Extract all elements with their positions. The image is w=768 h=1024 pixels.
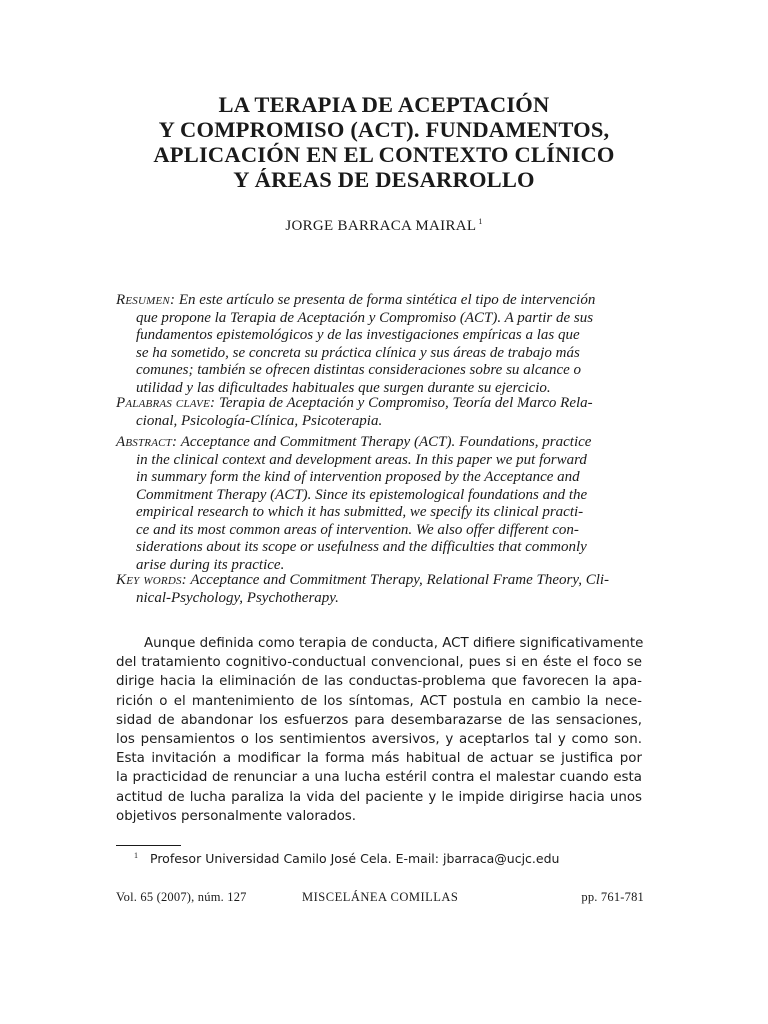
abstract-line: in summary form the kind of intervention proposed by the Acceptance and bbox=[136, 469, 580, 485]
footer-pages: pp. 761-781 bbox=[581, 890, 644, 904]
palabras-clave-paragraph bbox=[116, 395, 642, 430]
body-paragraph bbox=[116, 634, 642, 826]
abstract-line: siderations about its scope or usefulness and the difficulties that commonly bbox=[136, 539, 587, 555]
abstract-line: ce and its most common areas of intervention. We also offer different con- bbox=[136, 521, 579, 538]
resumen-paragraph bbox=[116, 292, 642, 397]
abstract-line: Commitment Therapy (ACT). Since its epistemological foundations and the bbox=[136, 486, 588, 503]
key-words-paragraph bbox=[116, 572, 642, 607]
abstract-line: in the clinical context and development areas. In this paper we put forward bbox=[136, 451, 587, 468]
body-line: la practicidad de renunciar a una lucha estéril contra el malestar cuando esta bbox=[116, 770, 642, 786]
resumen-label: Resumen: bbox=[116, 292, 176, 308]
abstract-label: Abstract: bbox=[116, 434, 178, 450]
footer-journal: MISCELÁNEA COMILLAS bbox=[302, 890, 459, 904]
author-name: JORGE BARRACA MAIRAL bbox=[285, 218, 477, 234]
footer-volume: Vol. 65 (2007), núm. 127 bbox=[116, 890, 247, 904]
footnote-divider bbox=[116, 845, 181, 846]
body-line: Aunque definida como terapia de conducta, ACT difiere significativamente bbox=[144, 636, 644, 651]
abstract-line: Acceptance and Commitment Therapy (ACT). Foundations, practice bbox=[180, 434, 592, 450]
author-line bbox=[100, 217, 668, 235]
author-footnote-mark: 1 bbox=[478, 217, 483, 226]
resumen-line: que propone la Terapia de Aceptación y Compromiso (ACT). A partir de sus bbox=[136, 309, 594, 326]
palabras-clave-label: Palabras clave: bbox=[116, 395, 216, 411]
title-line: APLICACIÓN EN EL CONTEXTO CLÍNICO bbox=[153, 142, 615, 167]
title-line: Y ÁREAS DE DESARROLLO bbox=[233, 167, 535, 192]
keywords-line: Acceptance and Commitment Therapy, Relational Frame Theory, Cli- bbox=[190, 572, 610, 588]
resumen-line: comunes; también se ofrecen distintas consideraciones sobre su alcance o bbox=[136, 362, 582, 378]
resumen-line: utilidad y las dificultades habituales que surgen durante su ejercicio. bbox=[136, 379, 551, 396]
body-line: del tratamiento cognitivo-conductual convencional, pues si en éste el foco se bbox=[116, 655, 642, 671]
resumen-line: En este artículo se presenta de forma sintética el tipo de intervención bbox=[178, 292, 596, 308]
body-line: actitud de lucha paraliza la vida del paciente y le impide dirigirse hacia unos bbox=[116, 789, 642, 805]
body-line: rición o el mantenimiento de los síntomas, ACT postula en cambio la nece- bbox=[116, 693, 642, 709]
body-line: objetivos personalmente valorados. bbox=[116, 808, 356, 824]
footnote-text: Profesor Universidad Camilo José Cela. E-mail: jbarraca@ucjc.edu bbox=[150, 851, 560, 867]
palabras-line: cional, Psicología-Clínica, Psicoterapia. bbox=[136, 412, 383, 429]
footnote bbox=[134, 851, 559, 866]
abstract-paragraph bbox=[116, 434, 642, 574]
footnote-mark: 1 bbox=[134, 851, 138, 860]
body-line: sidad de abandonar los esfuerzos para desembarazarse de las sensaciones, bbox=[116, 712, 642, 728]
resumen-first-line bbox=[116, 292, 642, 310]
keywords-first-line bbox=[116, 572, 642, 590]
article-title bbox=[100, 92, 668, 192]
title-line: Y COMPROMISO (ACT). FUNDAMENTOS, bbox=[158, 117, 610, 142]
keywords-line: nical-Psychology, Psychotherapy. bbox=[136, 589, 339, 606]
title-line: LA TERAPIA DE ACEPTACIÓN bbox=[218, 92, 550, 117]
body-line: los pensamientos o los sentimientos aversivos, y aceptarlos tal y como son. bbox=[116, 732, 642, 748]
abstract-first-line bbox=[116, 434, 642, 452]
abstract-line: arise during its practice. bbox=[136, 556, 285, 573]
key-words-label: Key words: bbox=[116, 572, 187, 588]
resumen-line: fundamentos epistemológicos y de las investigaciones empíricas a las que bbox=[136, 327, 580, 343]
body-line: Esta invitación a modificar la forma más habitual de actuar se justifica por bbox=[116, 751, 642, 767]
abstract-line: empirical research to which it has submitted, we specify its clinical practi- bbox=[136, 504, 584, 520]
palabras-line: Terapia de Aceptación y Compromiso, Teoría del Marco Rela- bbox=[218, 395, 593, 411]
palabras-first-line bbox=[116, 395, 642, 413]
body-line: dirige hacia la eliminación de las conductas-problema que favorecen la apa- bbox=[116, 674, 642, 690]
resumen-line: se ha sometido, se concreta su práctica clínica y sus áreas de trabajo más bbox=[136, 344, 580, 361]
